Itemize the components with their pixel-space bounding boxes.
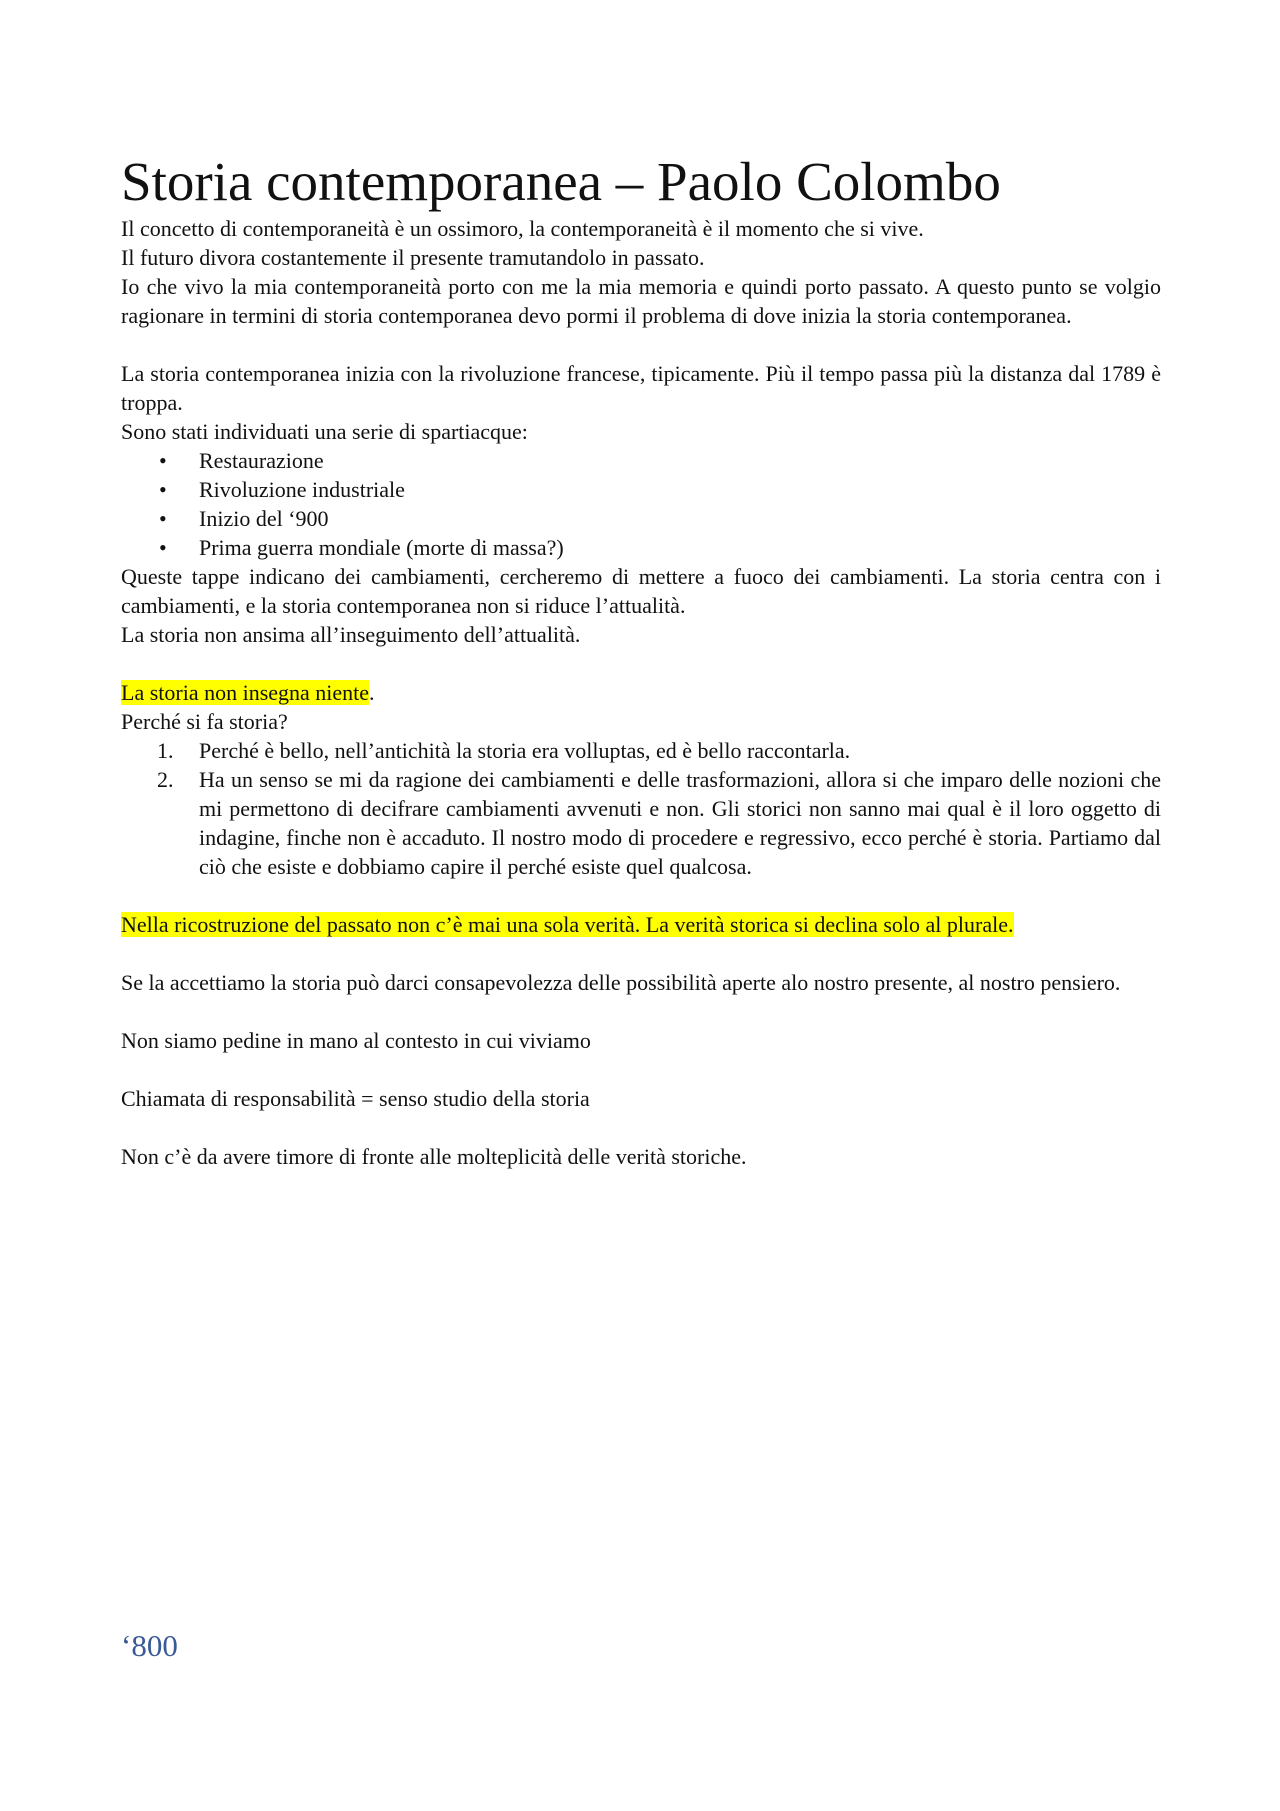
bullet-marker: • <box>159 506 167 531</box>
highlighted-text: La storia non insegna niente <box>121 680 370 705</box>
closing-paragraph-2: Non siamo pedine in mano al contesto in cui viviamo <box>121 1028 591 1053</box>
paragraph-french-revolution: La storia contemporanea inizia con la rivoluzione francese, tipicamente. Più il tempo passa più la distanza dal 1789 è troppa. <box>121 361 1161 415</box>
spacer <box>121 997 1161 1026</box>
list-item <box>121 446 1161 475</box>
intro-line-2: Il futuro divora costantemente il presente tramutandolo in passato. <box>121 245 705 270</box>
closing-paragraph-4: Non c’è da avere timore di fronte alle molteplicità delle verità storiche. <box>121 1144 747 1169</box>
list-item <box>121 736 1161 765</box>
closing-paragraph-3: Chiamata di responsabilità = senso studio della storia <box>121 1086 590 1111</box>
section-heading-800: ‘800 <box>121 1628 178 1663</box>
list-item-text: Restaurazione <box>199 448 324 473</box>
closing-paragraph-1: Se la accettiamo la storia può darci consapevolezza delle possibilità aperte alo nostro presente, al nostro pensiero. <box>121 970 1121 995</box>
spacer <box>121 330 1161 359</box>
list-item <box>121 475 1161 504</box>
spacer <box>121 1055 1161 1084</box>
paragraph-spartiacque: Sono stati individuati una serie di spartiacque: <box>121 419 528 444</box>
document-title: Storia contemporanea – Paolo Colombo <box>121 151 1001 212</box>
number-marker: 1. <box>157 738 174 763</box>
highlight-tail: . <box>369 680 375 705</box>
list-item-text: Ha un senso se mi da ragione dei cambiamenti e delle trasformazioni, allora si che imparo delle nozioni che mi permettono di decifrare cambiamenti avvenuti e non. Gli storici non sanno mai qual è il loro oggetto di indagine, finche non è accaduto. Il nostro modo di procedere e regressivo, ecco perché è storia. Partiamo dal ciò che esiste e dobbiamo capire il perché esiste quel qualcosa. <box>199 767 1161 879</box>
spacer <box>121 939 1161 968</box>
paragraph-cambiamenti: Queste tappe indicano dei cambiamenti, cercheremo di mettere a fuoco dei cambiamenti. La storia centra con i cambiamenti, e la storia contemporanea non si riduce l’attualità. <box>121 564 1161 618</box>
list-item <box>121 765 1161 881</box>
spacer <box>121 881 1161 910</box>
number-marker: 2. <box>157 767 174 792</box>
intro-paragraph-3: Io che vivo la mia contemporaneità porto con me la mia memoria e quindi porto passato. A questo punto se volgio ragionare in termini di storia contemporanea devo pormi il problema di dove inizia la storia contemporanea. <box>121 274 1161 328</box>
reasons-list <box>121 736 1161 881</box>
list-item-text: Rivoluzione industriale <box>199 477 405 502</box>
bullet-marker: • <box>159 477 167 502</box>
list-item <box>121 504 1161 533</box>
bullet-marker: • <box>159 448 167 473</box>
spacer <box>121 649 1161 678</box>
paragraph-attualita: La storia non ansima all’inseguimento dell’attualità. <box>121 622 581 647</box>
highlighted-text: Nella ricostruzione del passato non c’è mai una sola verità. La verità storica si declina solo al plurale. <box>121 912 1014 937</box>
bullet-marker: • <box>159 535 167 560</box>
list-item-text: Inizio del ‘900 <box>199 506 329 531</box>
highlight-line <box>121 678 1161 707</box>
spacer <box>121 1113 1161 1142</box>
question-line: Perché si fa storia? <box>121 709 288 734</box>
document-page <box>121 150 1161 1171</box>
list-item-text: Prima guerra mondiale (morte di massa?) <box>199 535 564 560</box>
spartiacque-list <box>121 446 1161 562</box>
highlight-paragraph <box>121 910 1161 939</box>
list-item-text: Perché è bello, nell’antichità la storia era volluptas, ed è bello raccontarla. <box>199 738 851 763</box>
list-item <box>121 533 1161 562</box>
intro-line-1: Il concetto di contemporaneità è un ossimoro, la contemporaneità è il momento che si vive. <box>121 216 924 241</box>
